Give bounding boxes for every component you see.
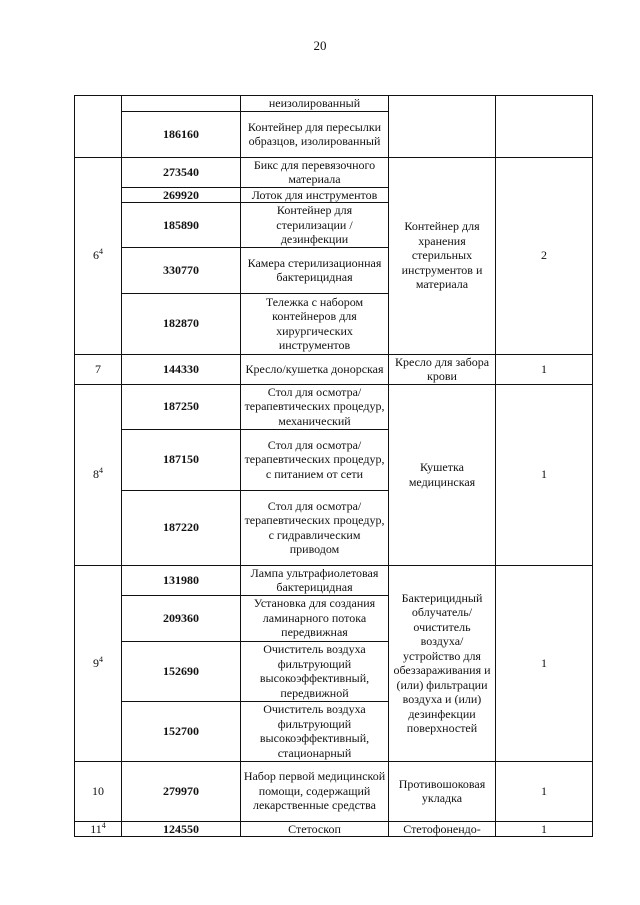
name-cell: Контейнер для пересылки образцов, изолированный [241,111,389,157]
type-cell: Бактерицидный облучатель/ очиститель воздуха/ устройство для обеззараживания и (или) фильтрации воздуха и (или) дезинфекции поверхностей [389,565,496,761]
equipment-table [74,95,593,837]
type-cell: Кресло для забора крови [389,354,496,384]
quantity-cell: 1 [496,565,593,761]
type-cell: Противошоковая укладка [389,761,496,821]
footnote-mark: 4 [99,466,103,476]
table-row [75,354,593,384]
code-cell: 269920 [122,187,241,203]
table-row [75,384,593,429]
table-row [75,157,593,187]
quantity-cell: 1 [496,761,593,821]
code-cell: 187150 [122,429,241,490]
code-cell: 209360 [122,595,241,641]
code-cell: 187220 [122,490,241,565]
group-number-cell [75,384,122,565]
code-cell: 131980 [122,565,241,595]
code-cell: 185890 [122,203,241,248]
name-cell: Очиститель воздуха фильтрующий высокоэффективный, стационарный [241,701,389,761]
name-cell: Камера стерилизационная бактерицидная [241,247,389,293]
type-cell [389,96,496,158]
table-row [75,761,593,821]
name-cell: Лампа ультрафиолетовая бактерицидная [241,565,389,595]
code-cell: 124550 [122,821,241,837]
quantity-cell: 1 [496,384,593,565]
name-cell: Тележка с набором контейнеров для хирургических инструментов [241,293,389,354]
group-number: 10 [92,783,104,798]
code-cell: 152700 [122,701,241,761]
name-cell: Кресло/кушетка донорская [241,354,389,384]
group-number-cell [75,354,122,384]
name-cell: Очиститель воздуха фильтрующий высокоэффективный, передвижной [241,641,389,701]
group-number: 8 [93,467,99,482]
page-number: 20 [313,38,327,53]
group-number-cell [75,821,122,837]
name-cell: Бикс для перевязочного материала [241,157,389,187]
group-number: 7 [95,361,101,376]
group-number: 11 [90,821,102,836]
type-cell: Стетофонендо- [389,821,496,837]
type-cell: Контейнер для хранения стерильных инструментов и материала [389,157,496,354]
code-cell: 182870 [122,293,241,354]
quantity-cell: 1 [496,354,593,384]
table-row [75,565,593,595]
group-number: 9 [93,655,99,670]
code-cell: 144330 [122,354,241,384]
table-row [75,96,593,112]
quantity-cell: 2 [496,157,593,354]
footnote-mark: 4 [101,821,106,830]
name-cell: Установка для создания ламинарного потока передвижная [241,595,389,641]
name-cell: Лоток для инструментов [241,187,389,203]
footnote-mark: 4 [99,654,103,664]
code-cell: 152690 [122,641,241,701]
name-cell: неизолированный [241,96,389,112]
name-cell: Стол для осмотра/терапевтических процедур, с гидравлическим приводом [241,490,389,565]
name-cell: Стол для осмотра/терапевтических процедур, с питанием от сети [241,429,389,490]
code-cell: 279970 [122,761,241,821]
code-cell: 330770 [122,247,241,293]
quantity-cell: 1 [496,821,593,837]
type-cell: Кушетка медицинская [389,384,496,565]
group-number-cell [75,761,122,821]
code-cell [122,96,241,112]
name-cell: Стетоскоп [241,821,389,837]
code-cell: 273540 [122,157,241,187]
name-cell: Контейнер для стерилизации /дезинфекции [241,203,389,248]
table-row [75,821,593,837]
footnote-mark: 4 [99,247,103,257]
code-cell: 186160 [122,111,241,157]
quantity-cell [496,96,593,158]
name-cell: Стол для осмотра/терапевтических процедур, механический [241,384,389,429]
name-cell: Набор первой медицинской помощи, содержащий лекарственные средства [241,761,389,821]
group-number-cell [75,565,122,761]
group-number-cell [75,96,122,158]
group-number: 6 [93,248,99,263]
group-number-cell [75,157,122,354]
code-cell: 187250 [122,384,241,429]
